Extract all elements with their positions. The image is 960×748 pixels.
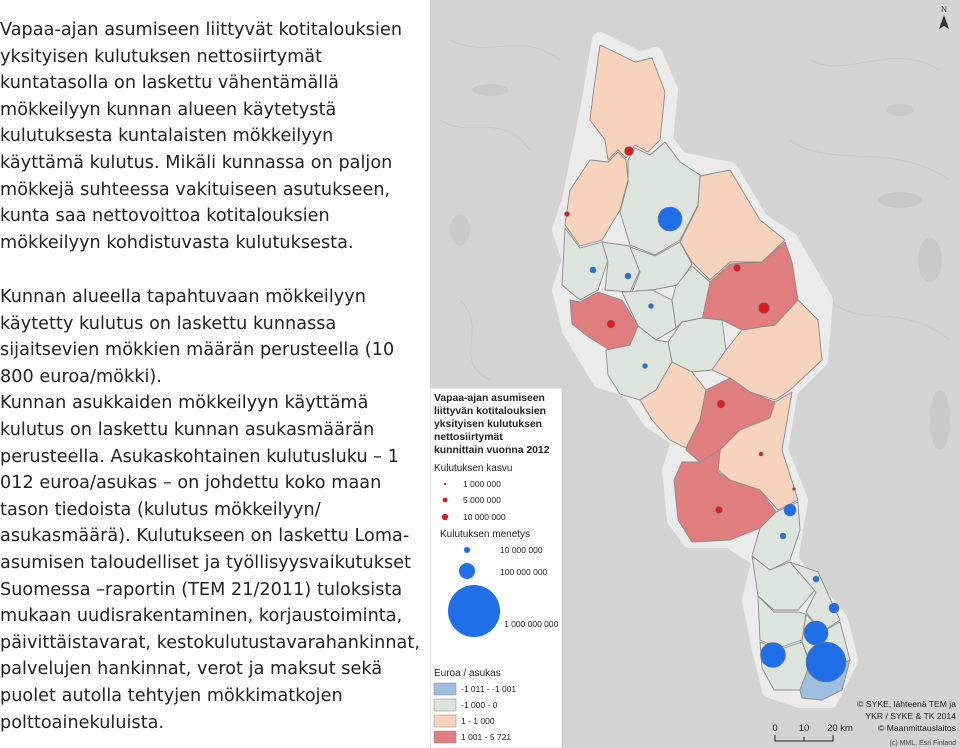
credit-line: © Maanmittauslaitos — [878, 723, 956, 733]
legend-class-heading: Euroa / asukas — [434, 668, 501, 679]
legend-loss-label: 1 000 000 000 — [504, 619, 559, 629]
loss-symbol — [658, 207, 682, 231]
legend-loss-symbol — [459, 563, 475, 579]
legend-growth-label: 1 000 000 — [463, 479, 501, 489]
legend-class-swatch — [434, 731, 456, 743]
legend — [430, 388, 562, 748]
legend-title-line: Vapaa-ajan asumiseen — [434, 393, 545, 404]
loss-symbol — [643, 364, 648, 369]
growth-symbol — [717, 400, 725, 408]
growth-symbol — [607, 320, 615, 328]
legend-loss-heading: Kulutuksen menetys — [440, 529, 531, 540]
legend-loss-label: 10 000 000 — [500, 545, 543, 555]
legend-class-swatch — [434, 683, 456, 695]
basemap-copyright: (c) MML, Esri Finland — [889, 740, 956, 747]
legend-growth-symbol — [442, 514, 448, 520]
growth-symbol — [625, 147, 634, 156]
north-arrow-label: N — [941, 5, 947, 14]
loss-symbol — [590, 267, 596, 273]
loss-symbol — [806, 642, 846, 682]
legend-growth-label: 10 000 000 — [463, 512, 506, 522]
legend-growth-heading: Kulutuksen kasvu — [434, 463, 513, 474]
legend-loss-symbol — [448, 585, 500, 637]
legend-growth-label: 5 000 000 — [463, 495, 501, 505]
municipality-map — [430, 0, 960, 748]
loss-symbol — [829, 603, 839, 613]
loss-symbol — [625, 273, 631, 279]
scale-label: 10 — [798, 723, 810, 734]
loss-symbol — [804, 621, 828, 645]
loss-symbol — [784, 504, 796, 516]
legend-loss-symbol — [464, 547, 470, 553]
scale-label: 0 — [772, 723, 778, 734]
legend-class-swatch — [434, 715, 456, 727]
growth-symbol — [759, 303, 770, 314]
growth-symbol — [734, 265, 741, 272]
credit-line: © SYKE, lähteenä TEM ja — [857, 699, 956, 709]
legend-title-line: yksityisen kulutuksen — [434, 419, 542, 430]
growth-symbol — [716, 507, 723, 514]
growth-symbol — [793, 488, 796, 491]
legend-growth-symbol — [444, 483, 446, 485]
legend-title-line: kunnittain vuonna 2012 — [434, 445, 550, 456]
legend-class-label: 1 - 1 000 — [461, 716, 495, 726]
loss-symbol — [780, 533, 786, 539]
scale-label: 20 km — [827, 723, 853, 734]
legend-class-swatch — [434, 699, 456, 711]
description-paragraph-2: Kunnan alueella tapahtuvaan mökkeilyyn käytetty kulutus on laskettu kunnassa sijaitsevien mökkien määrän perusteella (10 800 euroa/mökki). Kunnan asukkaiden mökkeilyyn käyttämä kulutus on laskettu kunnan asukasmäärän perusteella. Asukaskohtainen kulutusluku – 1 012 euroa/asukas – on johdettu koko maan tason tiedoista (kulutus mökkeilyyn/ asukasmäärä). Kulutukseen on laskettu Loma- asumisen taloudelliset ja työllisyysvaikutukset Suomessa –raportin (TEM 21/2011) tuloksista mukaan uudisrakentaminen, korjaustoiminta, päivittäistavarat, kestokulutustavarahankinnat, palvelujen hankinnat, verot ja maksut sekä puolet autolla tehtyjen mökkimatkojen polttoainekuluista. — [0, 287, 420, 733]
legend-class-label: 1 001 - 5 721 — [461, 732, 512, 742]
growth-symbol — [565, 212, 570, 217]
legend-title-line: nettosiirtymät — [434, 432, 503, 443]
description-panel — [0, 0, 428, 748]
credit-line: YKR / SYKE & TK 2014 — [865, 711, 956, 721]
legend-title-line: liittyvän kotitalouksien — [434, 406, 547, 417]
legend-class-label: -1 011 - -1 001 — [461, 684, 517, 694]
legend-growth-symbol — [443, 498, 448, 503]
loss-symbol — [761, 643, 786, 668]
loss-symbol — [813, 576, 819, 582]
description-paragraph-1: Vapaa-ajan asumiseen liittyvät kotitalouksien yksityisen kulutuksen nettosiirtymät kuntatasolla on laskettu vähentämällä mökkeilyyn kunnan alueen käytetystä kulutuksesta kuntalaisten mökkeilyyn käyttämä kulutus. Mikäli kunnassa on paljon mökkejä suhteessa vakituiseen asutukseen, kunta saa nettovoittoa kotitalouksien mökkeilyyn kohdistuvasta kulutuksesta. — [0, 20, 403, 253]
growth-symbol — [759, 452, 763, 456]
loss-symbol — [649, 304, 654, 309]
legend-class-label: -1 000 - 0 — [461, 700, 498, 710]
legend-loss-label: 100 000 000 — [500, 567, 548, 577]
